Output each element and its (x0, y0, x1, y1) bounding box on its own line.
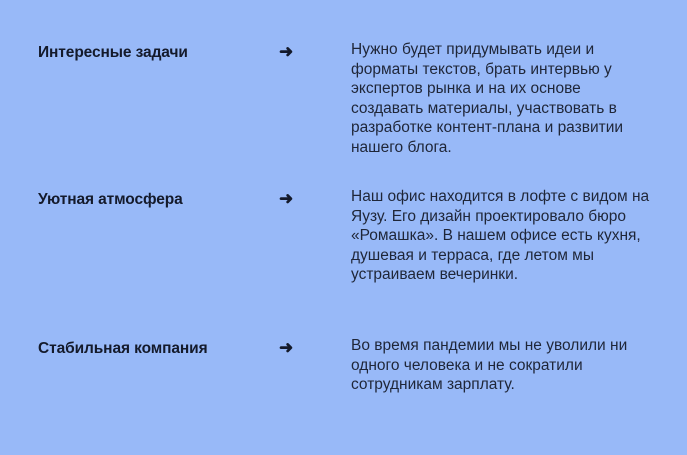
benefit-description: Во время пандемии мы не уволили ни одного человека и не сократили сотрудникам зарплату. (351, 337, 628, 394)
benefit-title: Стабильная компания (38, 340, 208, 357)
benefit-description: Нужно будет придумывать идеи и форматы текстов, брать интервью у экспертов рынка и на их основе создавать материалы, участвовать в разработке контент-плана и развитии нашего блога. (351, 41, 624, 156)
benefit-description: Наш офис находится в лофте с видом на Яузу. Его дизайн проектировало бюро «Ромашка». В нашем офисе есть кухня, душевая и терраса, где летом мы устраиваем вечеринки. (351, 188, 650, 284)
right-arrow-icon: ➜ (279, 189, 294, 208)
right-arrow-icon: ➜ (279, 42, 294, 61)
benefit-title: Уютная атмосфера (38, 191, 183, 208)
right-arrow-icon: ➜ (279, 338, 294, 357)
benefit-title: Интересные задачи (38, 44, 188, 61)
